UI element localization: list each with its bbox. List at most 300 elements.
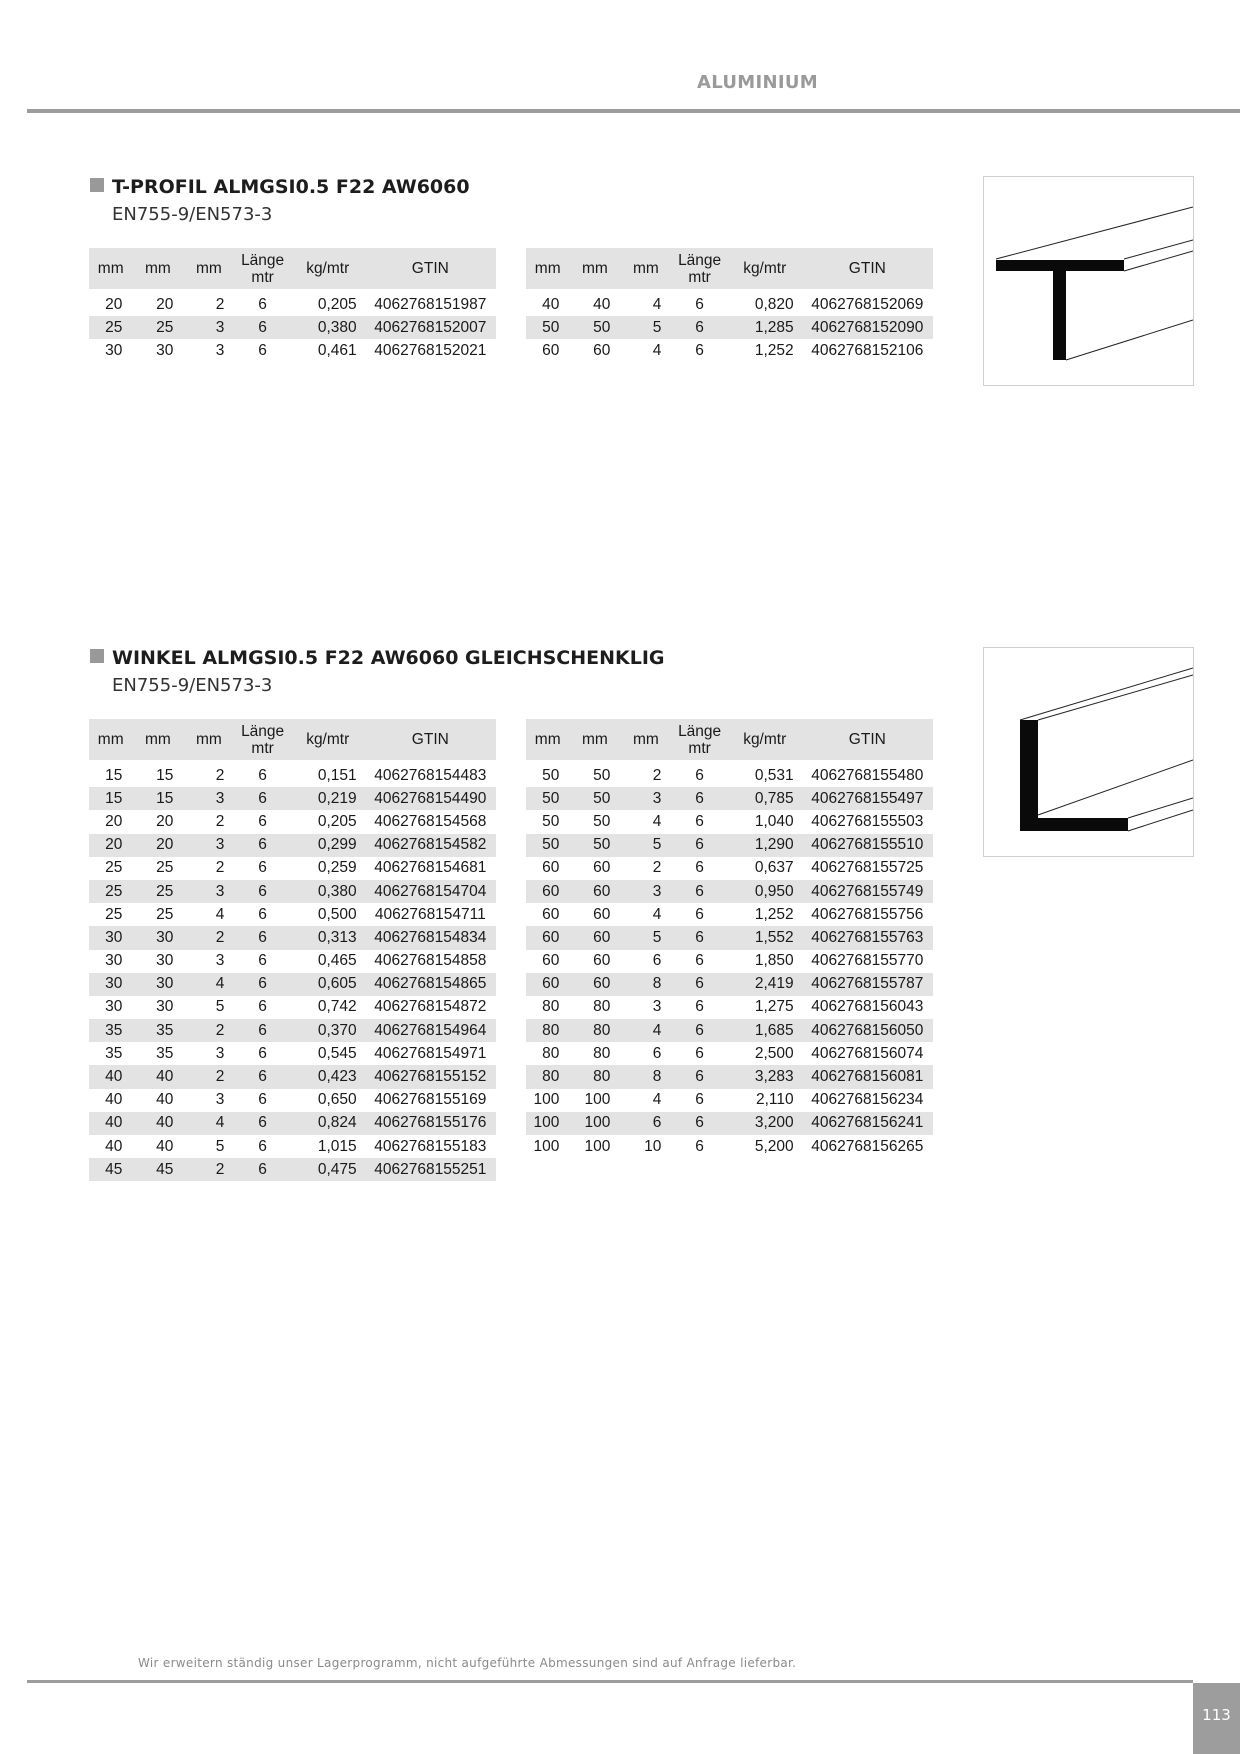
column-header-col-mm-a: mm xyxy=(89,248,132,289)
table-cell-col-mm-c: 4 xyxy=(183,973,234,996)
table-row xyxy=(89,834,496,857)
table-cell-col-mm-a: 25 xyxy=(105,905,123,923)
table-cell-col-gtin: 4062768154964 xyxy=(365,1019,496,1042)
table-row xyxy=(89,810,496,833)
table-cell-col-mm-b: 40 xyxy=(156,1137,174,1155)
column-header-col-mm-b: mm xyxy=(569,719,620,760)
table-row xyxy=(89,1089,496,1112)
table-cell-col-mm-c: 4 xyxy=(652,812,662,830)
table-header-row xyxy=(89,248,496,289)
table-cell-col-gtin: 4062768154865 xyxy=(365,973,496,996)
table-row xyxy=(89,1112,496,1135)
section-title-angle-profile xyxy=(90,647,665,669)
table-cell-col-length: 6 xyxy=(671,973,727,996)
table-cell-col-gtin: 4062768155183 xyxy=(374,1137,487,1155)
table-cell-col-mm-a: 30 xyxy=(105,952,123,970)
angle-profile-table-right xyxy=(526,719,933,1158)
column-header-col-gtin: GTIN xyxy=(802,248,933,289)
table-cell-col-mm-b: 100 xyxy=(569,1112,620,1135)
table-header-row xyxy=(89,719,496,760)
table-cell-col-mm-b: 20 xyxy=(156,812,174,830)
table-row xyxy=(526,293,933,316)
t-profile-icon xyxy=(984,177,1193,385)
table-row xyxy=(526,787,933,810)
table-cell-col-length: 6 xyxy=(671,1112,727,1135)
table-cell-col-length: 6 xyxy=(258,1044,267,1062)
table-cell-col-mm-a: 60 xyxy=(542,341,560,359)
table-cell-col-gtin: 4062768152069 xyxy=(811,295,924,313)
table-cell-col-mm-a: 50 xyxy=(526,787,569,810)
table-cell-col-mm-a: 40 xyxy=(105,1091,123,1109)
table-row xyxy=(89,1019,496,1042)
column-header-col-kg-per-meter: kg/mtr xyxy=(728,719,802,760)
column-header-col-kg-per-meter: kg/mtr xyxy=(291,248,365,289)
table-cell-col-mm-c: 4 xyxy=(620,1019,671,1042)
table-cell-col-gtin: 4062768155152 xyxy=(365,1065,496,1088)
table-cell-col-mm-b: 30 xyxy=(156,341,174,359)
column-header-col-gtin: GTIN xyxy=(365,248,496,289)
table-cell-col-mm-a: 30 xyxy=(105,998,123,1016)
table-cell-col-mm-b: 60 xyxy=(569,926,620,949)
table-cell-col-gtin: 4062768155787 xyxy=(802,973,933,996)
column-header-col-kg-per-meter: kg/mtr xyxy=(728,248,802,289)
table-cell-col-mm-a: 15 xyxy=(89,787,132,810)
table-cell-col-length: 6 xyxy=(695,341,704,359)
column-header-col-mm-c: mm xyxy=(183,719,234,760)
footer-rule xyxy=(27,1680,1193,1683)
table-cell-col-length: 6 xyxy=(258,859,267,877)
table-row xyxy=(526,834,933,857)
table-cell-col-kg-per-meter: 1,285 xyxy=(728,316,802,339)
column-header-col-mm-b: mm xyxy=(132,248,183,289)
table-cell-col-length: 6 xyxy=(234,926,290,949)
table-cell-col-length: 6 xyxy=(258,905,267,923)
table-cell-col-length: 6 xyxy=(234,1019,290,1042)
section-subtitle-t-profile: EN755-9/EN573-3 xyxy=(112,204,273,225)
table-cell-col-length: 6 xyxy=(234,1065,290,1088)
table-cell-col-gtin: 4062768155169 xyxy=(374,1091,487,1109)
table-cell-col-kg-per-meter: 0,545 xyxy=(317,1044,357,1062)
table-cell-col-mm-c: 5 xyxy=(620,834,671,857)
table-cell-col-mm-c: 2 xyxy=(183,926,234,949)
table-cell-col-mm-a: 60 xyxy=(526,973,569,996)
table-cell-col-length: 6 xyxy=(695,766,704,784)
table-cell-col-kg-per-meter: 2,419 xyxy=(728,973,802,996)
table-cell-col-mm-a: 30 xyxy=(89,926,132,949)
table-row xyxy=(526,880,933,903)
table-cell-col-length: 6 xyxy=(695,1044,704,1062)
table-cell-col-kg-per-meter: 0,785 xyxy=(728,787,802,810)
table-cell-col-mm-a: 40 xyxy=(105,1137,123,1155)
table-cell-col-kg-per-meter: 0,370 xyxy=(291,1019,365,1042)
table-cell-col-mm-b: 100 xyxy=(584,1137,611,1155)
table-cell-col-gtin: 4062768156265 xyxy=(811,1137,924,1155)
table-cell-col-kg-per-meter: 1,275 xyxy=(754,998,794,1016)
table-cell-col-mm-b: 60 xyxy=(569,880,620,903)
table-cell-col-mm-c: 5 xyxy=(620,316,671,339)
table-cell-col-gtin: 4062768152106 xyxy=(811,341,924,359)
table-cell-col-gtin: 4062768155503 xyxy=(811,812,924,830)
table-cell-col-length: 6 xyxy=(258,1091,267,1109)
table-cell-col-kg-per-meter: 0,461 xyxy=(317,341,357,359)
column-header-col-mm-a: mm xyxy=(526,719,569,760)
table-cell-col-mm-b: 20 xyxy=(132,834,183,857)
table-cell-col-kg-per-meter: 2,500 xyxy=(754,1044,794,1062)
table-row xyxy=(89,764,496,787)
header-rule xyxy=(27,109,1240,113)
table-cell-col-mm-a: 45 xyxy=(89,1158,132,1181)
table-cell-col-mm-c: 4 xyxy=(652,295,662,313)
column-header-col-mm-b: mm xyxy=(132,719,183,760)
t-profile-table-left xyxy=(89,248,496,363)
table-cell-col-mm-a: 35 xyxy=(105,1044,123,1062)
table-cell-col-mm-a: 60 xyxy=(526,926,569,949)
table-cell-col-kg-per-meter: 0,465 xyxy=(317,952,357,970)
table-row xyxy=(89,293,496,316)
table-cell-col-mm-a: 60 xyxy=(542,905,560,923)
table-row xyxy=(526,1135,933,1158)
table-cell-col-kg-per-meter: 1,040 xyxy=(754,812,794,830)
table-row xyxy=(526,316,933,339)
table-cell-col-mm-a: 80 xyxy=(526,1065,569,1088)
table-cell-col-kg-per-meter: 1,850 xyxy=(754,952,794,970)
table-cell-col-mm-b: 25 xyxy=(132,880,183,903)
table-cell-col-mm-b: 40 xyxy=(156,1091,174,1109)
table-cell-col-gtin: 4062768154681 xyxy=(374,859,487,877)
t-profile-table-right xyxy=(526,248,933,363)
table-cell-col-length: 6 xyxy=(258,812,267,830)
table-cell-col-kg-per-meter: 0,299 xyxy=(291,834,365,857)
table-cell-col-mm-c: 8 xyxy=(620,1065,671,1088)
table-cell-col-length: 6 xyxy=(695,1091,704,1109)
table-cell-col-length: 6 xyxy=(258,998,267,1016)
table-row xyxy=(526,903,933,926)
table-cell-col-mm-a: 60 xyxy=(542,859,560,877)
table-cell-col-length: 6 xyxy=(234,1112,290,1135)
table-cell-col-mm-b: 30 xyxy=(132,926,183,949)
table-header-row xyxy=(526,719,933,760)
page-number: 113 xyxy=(1193,1683,1240,1754)
table-cell-col-length: 6 xyxy=(258,766,267,784)
table-cell-col-kg-per-meter: 1,290 xyxy=(728,834,802,857)
table-cell-col-kg-per-meter: 1,252 xyxy=(754,341,794,359)
footer-note: Wir erweitern ständig unser Lagerprogramm, nicht aufgeführte Abmessungen sind auf Anfrage lieferbar. xyxy=(138,1656,797,1670)
table-cell-col-length: 6 xyxy=(258,952,267,970)
table-cell-col-mm-c: 4 xyxy=(183,1112,234,1135)
table-cell-col-mm-b: 40 xyxy=(593,295,611,313)
table-cell-col-kg-per-meter: 0,475 xyxy=(291,1158,365,1181)
table-row xyxy=(89,926,496,949)
table-cell-col-mm-a: 20 xyxy=(105,295,123,313)
table-row xyxy=(526,1112,933,1135)
table-cell-col-kg-per-meter: 0,205 xyxy=(317,812,357,830)
table-cell-col-length: 6 xyxy=(258,295,267,313)
table-cell-col-mm-a: 15 xyxy=(105,766,123,784)
table-row xyxy=(89,996,496,1019)
table-cell-col-mm-b: 35 xyxy=(132,1019,183,1042)
table-cell-col-gtin: 4062768156234 xyxy=(811,1091,924,1109)
table-row xyxy=(526,764,933,787)
table-cell-col-kg-per-meter: 1,552 xyxy=(728,926,802,949)
table-cell-col-mm-a: 30 xyxy=(105,341,123,359)
table-cell-col-mm-c: 2 xyxy=(183,1019,234,1042)
table-cell-col-mm-a: 40 xyxy=(89,1112,132,1135)
table-row xyxy=(89,316,496,339)
table-row xyxy=(526,1065,933,1088)
table-cell-col-mm-b: 40 xyxy=(132,1112,183,1135)
table-cell-col-mm-a: 80 xyxy=(542,998,560,1016)
table-cell-col-mm-c: 5 xyxy=(620,926,671,949)
table-cell-col-mm-c: 6 xyxy=(652,1044,662,1062)
table-row xyxy=(89,950,496,973)
page-header-title: ALUMINIUM xyxy=(697,72,818,93)
table-cell-col-mm-c: 10 xyxy=(644,1137,662,1155)
section-subtitle-angle-profile: EN755-9/EN573-3 xyxy=(112,675,273,696)
table-header-row xyxy=(526,248,933,289)
table-cell-col-gtin: 4062768155725 xyxy=(811,859,924,877)
table-cell-col-gtin: 4062768152090 xyxy=(802,316,933,339)
table-cell-col-kg-per-meter: 1,015 xyxy=(317,1137,357,1155)
table-cell-col-mm-c: 3 xyxy=(183,787,234,810)
table-cell-col-kg-per-meter: 1,252 xyxy=(754,905,794,923)
table-cell-col-mm-c: 4 xyxy=(652,1091,662,1109)
table-cell-col-mm-b: 100 xyxy=(584,1091,611,1109)
table-cell-col-gtin: 4062768152007 xyxy=(365,316,496,339)
table-cell-col-length: 6 xyxy=(234,316,290,339)
table-cell-col-mm-c: 8 xyxy=(620,973,671,996)
table-cell-col-mm-b: 20 xyxy=(156,295,174,313)
bullet-square-icon xyxy=(90,178,104,192)
table-cell-col-mm-a: 100 xyxy=(533,1137,560,1155)
table-cell-col-length: 6 xyxy=(695,295,704,313)
table-cell-col-gtin: 4062768151987 xyxy=(374,295,487,313)
section-title-text: T-PROFIL ALMGSI0.5 F22 AW6060 xyxy=(112,176,470,198)
table-cell-col-gtin: 4062768155749 xyxy=(802,880,933,903)
table-cell-col-mm-b: 25 xyxy=(132,316,183,339)
table-row xyxy=(526,926,933,949)
table-cell-col-gtin: 4062768155756 xyxy=(811,905,924,923)
table-cell-col-mm-c: 3 xyxy=(183,316,234,339)
table-cell-col-mm-b: 60 xyxy=(593,341,611,359)
table-cell-col-length: 6 xyxy=(671,926,727,949)
table-row xyxy=(89,973,496,996)
table-cell-col-kg-per-meter: 2,110 xyxy=(755,1091,794,1109)
table-cell-col-length: 6 xyxy=(671,787,727,810)
table-cell-col-mm-c: 3 xyxy=(215,952,225,970)
table-cell-col-kg-per-meter: 0,950 xyxy=(728,880,802,903)
table-cell-col-length: 6 xyxy=(234,880,290,903)
table-cell-col-mm-a: 20 xyxy=(89,834,132,857)
table-cell-col-mm-b: 30 xyxy=(156,998,174,1016)
table-cell-col-length: 6 xyxy=(234,1158,290,1181)
table-row xyxy=(526,339,933,362)
column-header-col-mm-c: mm xyxy=(620,719,671,760)
table-cell-col-kg-per-meter: 0,742 xyxy=(317,998,357,1016)
table-cell-col-mm-b: 60 xyxy=(569,973,620,996)
table-cell-col-kg-per-meter: 0,423 xyxy=(291,1065,365,1088)
table-row xyxy=(526,950,933,973)
table-cell-col-mm-a: 80 xyxy=(526,1019,569,1042)
table-cell-col-mm-c: 2 xyxy=(215,295,225,313)
table-cell-col-mm-c: 3 xyxy=(215,341,225,359)
table-cell-col-gtin: 4062768155497 xyxy=(802,787,933,810)
table-cell-col-gtin: 4062768155176 xyxy=(365,1112,496,1135)
table-cell-col-gtin: 4062768156081 xyxy=(802,1065,933,1088)
table-cell-col-mm-b: 30 xyxy=(132,973,183,996)
table-cell-col-kg-per-meter: 0,500 xyxy=(317,905,357,923)
table-cell-col-kg-per-meter: 0,824 xyxy=(291,1112,365,1135)
table-cell-col-length: 6 xyxy=(234,834,290,857)
table-cell-col-mm-c: 4 xyxy=(652,905,662,923)
column-header-col-length: Länge mtr xyxy=(671,719,727,760)
table-cell-col-kg-per-meter: 0,650 xyxy=(317,1091,357,1109)
column-header-col-mm-a: mm xyxy=(89,719,132,760)
table-row xyxy=(89,1042,496,1065)
table-cell-col-length: 6 xyxy=(671,1065,727,1088)
table-cell-col-mm-c: 3 xyxy=(183,880,234,903)
table-row xyxy=(526,857,933,880)
table-cell-col-length: 6 xyxy=(695,905,704,923)
angle-profile-table-left xyxy=(89,719,496,1181)
column-header-col-length: Länge mtr xyxy=(234,248,290,289)
table-cell-col-mm-c: 4 xyxy=(652,341,662,359)
table-cell-col-gtin: 4062768154704 xyxy=(365,880,496,903)
table-cell-col-mm-c: 2 xyxy=(215,812,225,830)
table-cell-col-gtin: 4062768155251 xyxy=(365,1158,496,1181)
table-cell-col-gtin: 4062768154834 xyxy=(365,926,496,949)
table-cell-col-gtin: 4062768154490 xyxy=(365,787,496,810)
table-cell-col-mm-a: 100 xyxy=(526,1112,569,1135)
table-cell-col-kg-per-meter: 0,313 xyxy=(291,926,365,949)
table-cell-col-kg-per-meter: 0,605 xyxy=(291,973,365,996)
column-header-col-length: Länge mtr xyxy=(234,719,290,760)
table-cell-col-mm-b: 60 xyxy=(593,859,611,877)
table-cell-col-mm-b: 35 xyxy=(156,1044,174,1062)
table-cell-col-length: 6 xyxy=(671,316,727,339)
table-cell-col-mm-c: 2 xyxy=(652,766,662,784)
table-cell-col-mm-a: 80 xyxy=(542,1044,560,1062)
table-cell-col-kg-per-meter: 0,151 xyxy=(317,766,357,784)
table-cell-col-mm-c: 3 xyxy=(215,1044,225,1062)
table-row xyxy=(89,339,496,362)
column-header-col-mm-a: mm xyxy=(526,248,569,289)
table-cell-col-mm-a: 25 xyxy=(105,859,123,877)
table-row xyxy=(89,1065,496,1088)
table-cell-col-mm-b: 50 xyxy=(593,766,611,784)
table-cell-col-mm-a: 50 xyxy=(526,834,569,857)
table-cell-col-mm-b: 80 xyxy=(569,1065,620,1088)
table-row xyxy=(526,973,933,996)
table-cell-col-mm-b: 50 xyxy=(593,812,611,830)
table-cell-col-mm-b: 80 xyxy=(569,1019,620,1042)
table-cell-col-mm-c: 2 xyxy=(215,766,225,784)
table-cell-col-kg-per-meter: 0,380 xyxy=(291,316,365,339)
table-cell-col-mm-a: 40 xyxy=(89,1065,132,1088)
column-header-col-mm-b: mm xyxy=(569,248,620,289)
table-cell-col-gtin: 4062768154483 xyxy=(374,766,487,784)
table-row xyxy=(89,1158,496,1181)
table-cell-col-mm-b: 25 xyxy=(156,859,174,877)
table-cell-col-gtin: 4062768155510 xyxy=(802,834,933,857)
bullet-square-icon xyxy=(90,649,104,663)
table-cell-col-gtin: 4062768152021 xyxy=(374,341,487,359)
table-cell-col-mm-c: 3 xyxy=(652,998,662,1016)
angle-profile-image xyxy=(983,647,1194,857)
table-cell-col-mm-c: 5 xyxy=(215,1137,225,1155)
table-cell-col-mm-c: 5 xyxy=(215,998,225,1016)
t-profile-image xyxy=(983,176,1194,386)
table-cell-col-kg-per-meter: 0,259 xyxy=(317,859,357,877)
table-cell-col-mm-b: 50 xyxy=(569,834,620,857)
table-cell-col-mm-a: 60 xyxy=(542,952,560,970)
table-cell-col-mm-b: 60 xyxy=(593,905,611,923)
table-cell-col-length: 6 xyxy=(234,973,290,996)
table-cell-col-length: 6 xyxy=(695,812,704,830)
table-cell-col-kg-per-meter: 3,283 xyxy=(728,1065,802,1088)
table-row xyxy=(89,1135,496,1158)
table-cell-col-mm-b: 45 xyxy=(132,1158,183,1181)
table-cell-col-mm-b: 80 xyxy=(593,1044,611,1062)
table-cell-col-gtin: 4062768156074 xyxy=(811,1044,924,1062)
table-cell-col-gtin: 4062768156043 xyxy=(811,998,924,1016)
table-row xyxy=(526,996,933,1019)
table-cell-col-mm-c: 2 xyxy=(652,859,662,877)
column-header-col-mm-c: mm xyxy=(183,248,234,289)
table-cell-col-mm-a: 40 xyxy=(542,295,560,313)
table-cell-col-mm-c: 2 xyxy=(215,859,225,877)
table-cell-col-mm-c: 4 xyxy=(215,905,225,923)
table-cell-col-mm-b: 15 xyxy=(132,787,183,810)
angle-profile-icon xyxy=(984,648,1193,856)
table-cell-col-gtin: 4062768156241 xyxy=(802,1112,933,1135)
table-cell-col-kg-per-meter: 0,820 xyxy=(754,295,794,313)
section-title-text: WINKEL ALMGSI0.5 F22 AW6060 GLEICHSCHENKLIG xyxy=(112,647,665,669)
table-cell-col-kg-per-meter: 5,200 xyxy=(754,1137,794,1155)
column-header-col-length: Länge mtr xyxy=(671,248,727,289)
table-cell-col-mm-c: 2 xyxy=(183,1158,234,1181)
table-cell-col-mm-c: 6 xyxy=(652,952,662,970)
table-cell-col-mm-b: 40 xyxy=(132,1065,183,1088)
table-cell-col-kg-per-meter: 0,205 xyxy=(317,295,357,313)
table-row xyxy=(89,880,496,903)
table-cell-col-gtin: 4062768156050 xyxy=(802,1019,933,1042)
column-header-col-gtin: GTIN xyxy=(365,719,496,760)
table-cell-col-gtin: 4062768155763 xyxy=(802,926,933,949)
section-title-t-profile xyxy=(90,176,470,198)
column-header-col-gtin: GTIN xyxy=(802,719,933,760)
table-cell-col-length: 6 xyxy=(258,341,267,359)
table-cell-col-length: 6 xyxy=(671,1019,727,1042)
table-cell-col-length: 6 xyxy=(671,880,727,903)
table-cell-col-length: 6 xyxy=(695,998,704,1016)
table-cell-col-kg-per-meter: 1,685 xyxy=(728,1019,802,1042)
table-cell-col-kg-per-meter: 0,637 xyxy=(754,859,794,877)
table-cell-col-mm-c: 2 xyxy=(183,1065,234,1088)
table-row xyxy=(526,1019,933,1042)
table-cell-col-mm-b: 60 xyxy=(593,952,611,970)
table-cell-col-kg-per-meter: 3,200 xyxy=(728,1112,802,1135)
table-cell-col-gtin: 4062768155480 xyxy=(811,766,924,784)
table-cell-col-mm-a: 50 xyxy=(542,766,560,784)
table-cell-col-mm-a: 25 xyxy=(89,316,132,339)
table-cell-col-gtin: 4062768154872 xyxy=(374,998,487,1016)
table-cell-col-mm-a: 50 xyxy=(542,812,560,830)
table-cell-col-mm-a: 20 xyxy=(105,812,123,830)
table-cell-col-gtin: 4062768154568 xyxy=(374,812,487,830)
table-cell-col-length: 6 xyxy=(671,834,727,857)
table-row xyxy=(89,903,496,926)
column-header-col-mm-c: mm xyxy=(620,248,671,289)
